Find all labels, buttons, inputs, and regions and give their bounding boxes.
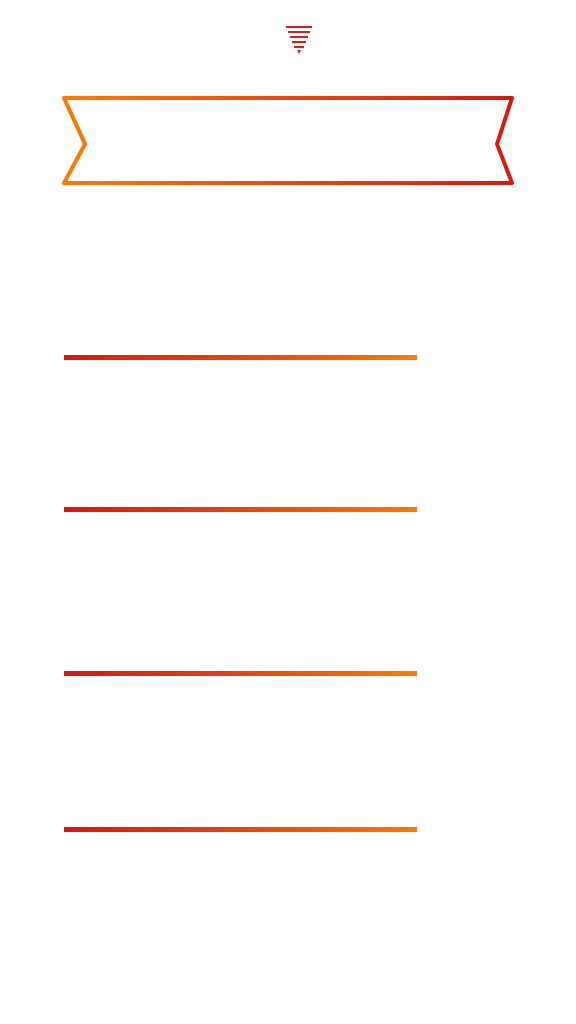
striped-down-triangle-icon [284,24,316,56]
section-divider-4 [64,827,417,832]
section-divider-1 [64,355,417,360]
section-divider-2 [64,507,417,512]
section-divider-3 [64,671,417,676]
banner-title [90,95,486,187]
